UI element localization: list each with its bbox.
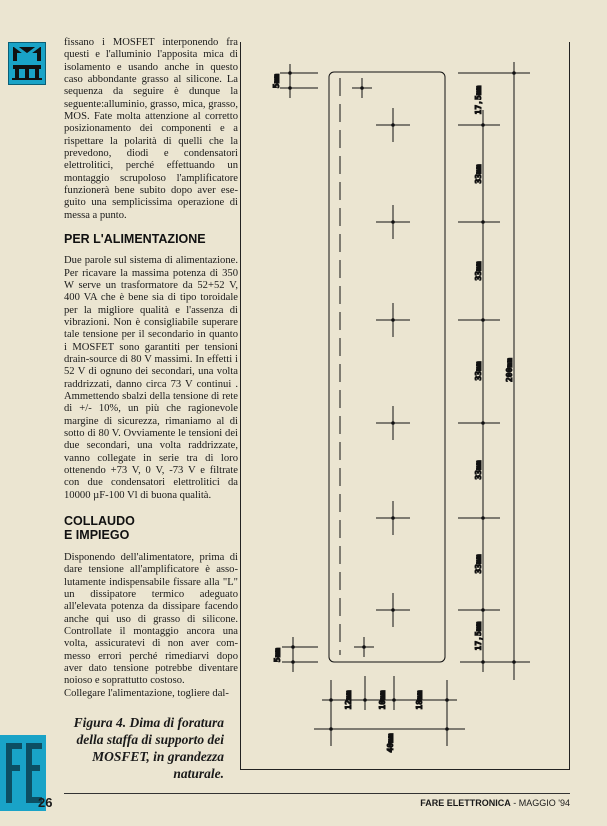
dim-label: 17,5mm	[474, 85, 483, 115]
dim-label: 33mm	[474, 460, 483, 480]
right-dimension-lines	[458, 62, 530, 680]
dim-label: 33mm	[474, 164, 483, 184]
magazine-name: FARE ELETTRONICA	[420, 798, 511, 808]
dim-label: 5mm	[273, 647, 282, 663]
section-heading: COLLAUDO	[64, 514, 135, 529]
section-heading: PER L'ALIMENTAZIONE	[64, 232, 206, 247]
issue-date: - MAGGIO '94	[510, 798, 570, 808]
hole-marks	[376, 108, 410, 627]
footer-publication	[420, 798, 570, 808]
left-crosshairs	[280, 64, 374, 672]
paragraph: Due parole sul sistema di alimentazione. Per ricavare la massima potenza di 350 W serve un trasformatore da 52+52 V, 400 VA che è bene sia di tipo toroidale per la migliore qualità e l'assenza di vibrazioni. Non è consigliabile superare tale tensione per il secondario in quanto i MOSFET sono garantiti per tensioni drain-source di 80 V massimi. In effetti i 52 V di ognuno dei secondari, una volta raddrizzati, danno circa 73 V continui . Ammettendo sbalzi della tensione di rete di +/- 10%, un più che ragionevole margine di sicurezza, rimaniamo al di sotto di 80 V. Ovviamente le tensioni dei due secondari, una volta raddrizzate, vanno collegate in serie tra di loro ottenendo +73 V, 0 V, -73 V e filtrate con due condensatori elettrolitici da 10000 µF-100 Vl di buona qualità.	[64, 255, 238, 501]
dim-label: 18mm	[415, 690, 424, 710]
dim-label: 33mm	[474, 361, 483, 381]
dim-label: 33mm	[474, 554, 483, 574]
bracket-outline	[329, 72, 445, 662]
paragraph: fissano i MOSFET interponendo fra questi e l'alluminio l'apposita mica di isolamento e usando anche in questo caso abbondante grasso al silicone. La sequenza da seguire è dunque la seguente:alluminio, grasso, mica, grasso, MOS. Fate molta attenzione al corretto posizionamento dei componenti e a rispettare la polarità di quelli che la prevedono, diodi e condensatori elettrolitici, perché effettuando un montaggio scrupoloso l'amplificatore funzionerà bene subito dopo aver eseguito una semplicissima operazione di messa a punto.	[64, 37, 238, 221]
dim-label: 200mm	[505, 357, 514, 383]
dim-label: 17,5mm	[474, 621, 483, 651]
paragraph: Disponendo dell'alimentatore, prima di dare tensione all'amplificatore è assolutamente indispensabile fissare alla "L" un dissipatore termico adeguato all'elevata potenza da dissipare facendo anche qui uso di grasso di silicone. Controllate il montaggio ancora una volta, assicuratevi di non aver commesso errori perché rimediarvi dopo aver dato tensione potrebbe diventare noioso e soprattutto costoso.	[64, 552, 238, 687]
paragraph: Collegare l'alimentazione, togliere dal-	[64, 687, 229, 699]
figure-caption: Figura 4. Dima di foratura della staffa di supporto dei MOSFET, in grandezza naturale.	[73, 715, 224, 781]
dim-label: 33mm	[474, 261, 483, 281]
section-heading: E IMPIEGO	[64, 528, 130, 543]
dim-label: 40mm	[386, 733, 395, 753]
footer-divider	[64, 793, 570, 794]
dim-label: 12mm	[344, 690, 353, 710]
dim-label: 10mm	[378, 690, 387, 710]
page-number: 26	[38, 795, 53, 810]
dim-label: 5mm	[272, 73, 281, 89]
